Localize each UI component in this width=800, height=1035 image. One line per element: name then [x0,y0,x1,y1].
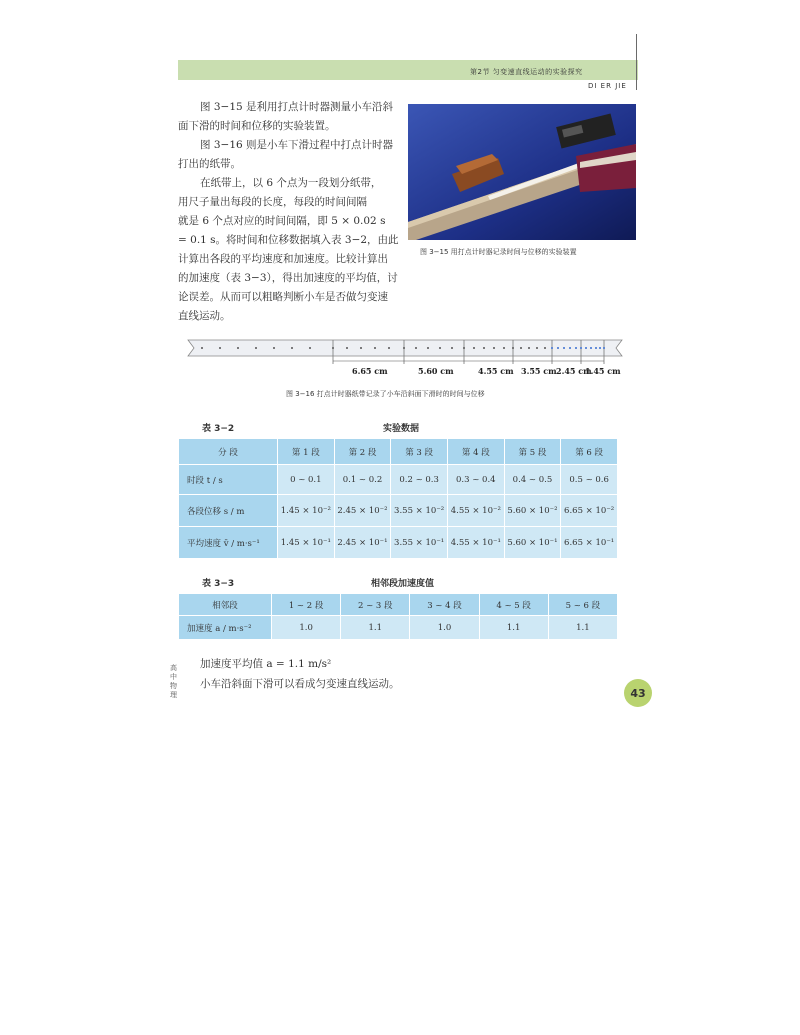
conclusion-line: 小车沿斜面下滑可以看成匀变速直线运动。 [200,678,400,690]
paragraph-line: 计算出各段的平均速度和加速度。比较计算出 [178,253,388,265]
table-cell: 0 ~ 0.1 [278,465,335,495]
header-rule [636,34,637,90]
row-label: 各段位移 s / m [179,495,278,527]
figure-caption: 图 3−16 打点计时器纸带记录了小车沿斜面下滑时的时间与位移 [286,390,485,398]
paragraph-line: 的加速度（表 3−3），得出加速度的平均值，讨 [178,272,398,284]
table-cell: 0.2 ~ 0.3 [391,465,448,495]
table-cell: 1.0 [410,616,479,640]
table-cell: 0.5 ~ 0.6 [561,465,618,495]
tape-segment-label: 2.45 cm [556,366,592,376]
tape-segment-label: 3.55 cm [521,366,557,376]
table-header-cell: 第 6 段 [561,439,618,465]
table-number: 表 3−3 [202,579,235,589]
table-row [179,465,618,495]
paragraph-line: 就是 6 个点对应的时间间隔，即 5 × 0.02 s [178,215,386,227]
paragraph-line: 直线运动。 [178,310,231,322]
conclusion-line: 加速度平均值 a = 1.1 m/s² [200,658,332,670]
row-label: 加速度 a / m·s⁻² [179,616,272,640]
apparatus-illustration [408,104,636,240]
apparatus-photo [408,104,636,240]
paragraph-line: 打出的纸带。 [178,158,241,170]
table-row [179,495,618,527]
table-cell: 4.55 × 10⁻² [447,495,504,527]
table-cell: 0.3 ~ 0.4 [447,465,504,495]
table-cell: 2.45 × 10⁻¹ [334,527,391,559]
table-header-row [179,439,618,465]
paragraph-line: 在纸带上，以 6 个点为一段划分纸带， [200,177,382,189]
data-table-3-3 [178,593,618,640]
table-title: 相邻段加速度值 [371,579,435,589]
table-cell: 2.45 × 10⁻² [334,495,391,527]
side-subject-label: 高中物理 [170,664,177,699]
table-header-cell: 相邻段 [179,594,272,616]
table-cell: 3.55 × 10⁻¹ [391,527,448,559]
table-header-cell: 1 ~ 2 段 [272,594,341,616]
table-cell: 1.45 × 10⁻¹ [278,527,335,559]
table-cell: 1.45 × 10⁻² [278,495,335,527]
table-row [179,527,618,559]
table-cell: 6.65 × 10⁻² [561,495,618,527]
table-cell: 1.0 [272,616,341,640]
paragraph-line: 图 3−16 则是小车下滑过程中打点计时器 [200,139,394,151]
table-cell: 5.60 × 10⁻² [504,495,561,527]
page-number-badge: 43 [624,679,652,707]
paragraph-line: = 0.1 s。将时间和位移数据填入表 3−2，由此 [178,234,399,246]
tape-segment-label: 4.55 cm [478,366,514,376]
section-pinyin: DI ER JIE [588,82,627,90]
table-cell: 6.65 × 10⁻¹ [561,527,618,559]
table-header-cell: 第 3 段 [391,439,448,465]
row-label: 平均速度 v̄ / m·s⁻¹ [179,527,278,559]
table-header-cell: 第 1 段 [278,439,335,465]
table-header-cell: 5 ~ 6 段 [548,594,617,616]
figure-caption: 图 3−15 用打点计时器记录时间与位移的实验装置 [420,248,577,256]
table-cell: 4.55 × 10⁻¹ [447,527,504,559]
table-cell: 5.60 × 10⁻¹ [504,527,561,559]
tape-segment-label: 5.60 cm [418,366,454,376]
table-cell: 1.1 [341,616,410,640]
table-cell: 1.1 [479,616,548,640]
table-header-cell: 2 ~ 3 段 [341,594,410,616]
tape-segment-label: 6.65 cm [352,366,388,376]
row-label: 时段 t / s [179,465,278,495]
table-cell: 0.1 ~ 0.2 [334,465,391,495]
table-header-cell: 第 2 段 [334,439,391,465]
table-cell: 3.55 × 10⁻² [391,495,448,527]
table-header-cell: 第 5 段 [504,439,561,465]
table-cell: 1.1 [548,616,617,640]
table-header-cell: 4 ~ 5 段 [479,594,548,616]
paragraph-line: 用尺子量出每段的长度，每段的时间间隔 [178,196,367,208]
table-header-cell: 分 段 [179,439,278,465]
paragraph-line: 论误差。从而可以粗略判断小车是否做匀变速 [178,291,388,303]
data-table-3-2 [178,438,618,559]
table-number: 表 3−2 [202,424,235,434]
tape-segment-label: 1.45 cm [585,366,621,376]
table-title: 实验数据 [383,424,420,434]
section-title: 第2节 匀变速直线运动的实验探究 [470,68,583,76]
table-header-row [179,594,618,616]
table-header-cell: 3 ~ 4 段 [410,594,479,616]
table-cell: 0.4 ~ 0.5 [504,465,561,495]
table-row [179,616,618,640]
paragraph-line: 面下滑的时间和位移的实验装置。 [178,120,336,132]
paragraph-line: 图 3−15 是利用打点计时器测量小车沿斜 [200,101,394,113]
table-header-cell: 第 4 段 [447,439,504,465]
